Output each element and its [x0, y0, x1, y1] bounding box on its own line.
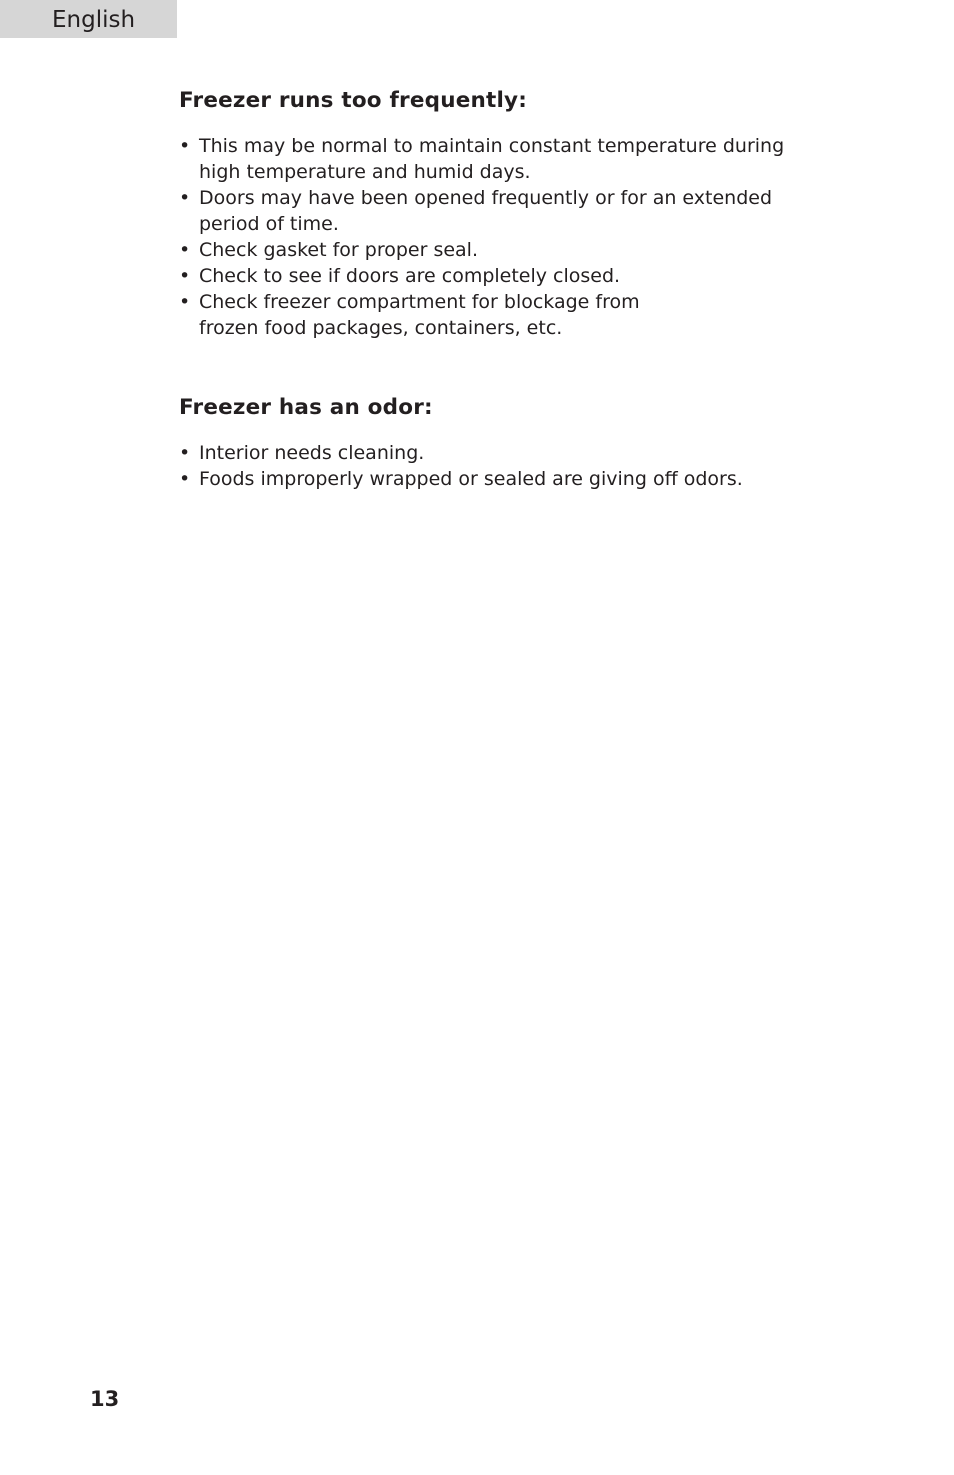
bullet-text: Doors may have been opened frequently or for an extended period of time.: [199, 187, 773, 235]
list-item: [179, 133, 799, 185]
list-item: [179, 185, 799, 237]
bullet-text: Check gasket for proper seal.: [199, 239, 478, 261]
bullet-dot-icon: •: [179, 291, 191, 313]
section-freezer-runs-frequently: [179, 86, 799, 341]
bullet-text: Foods improperly wrapped or sealed are giving off odors.: [199, 468, 743, 490]
bullet-dot-icon: •: [179, 187, 191, 209]
page-number: 13: [90, 1387, 120, 1411]
bullet-dot-icon: •: [179, 239, 191, 261]
bullet-text: This may be normal to maintain constant temperature during high temperature and humid days.: [199, 135, 785, 183]
list-item: [179, 263, 799, 289]
bullet-dot-icon: •: [179, 468, 191, 490]
list-item: [179, 289, 799, 341]
bullet-dot-icon: •: [179, 265, 191, 287]
troubleshooting-content: [179, 86, 799, 492]
section-title: Freezer has an odor:: [179, 395, 433, 420]
section-title: Freezer runs too frequently:: [179, 88, 528, 113]
bullet-list: [179, 440, 799, 492]
list-item: [179, 466, 799, 492]
bullet-text: Check to see if doors are completely closed.: [199, 265, 621, 287]
bullet-dot-icon: •: [179, 135, 191, 157]
list-item: [179, 237, 799, 263]
section-freezer-odor: [179, 393, 799, 492]
bullet-text: Check freezer compartment for blockage from frozen food packages, containers, etc.: [199, 291, 640, 339]
language-tab: English: [0, 0, 177, 38]
bullet-dot-icon: •: [179, 442, 191, 464]
bullet-list: [179, 133, 799, 341]
bullet-text: Interior needs cleaning.: [199, 442, 425, 464]
list-item: [179, 440, 799, 466]
